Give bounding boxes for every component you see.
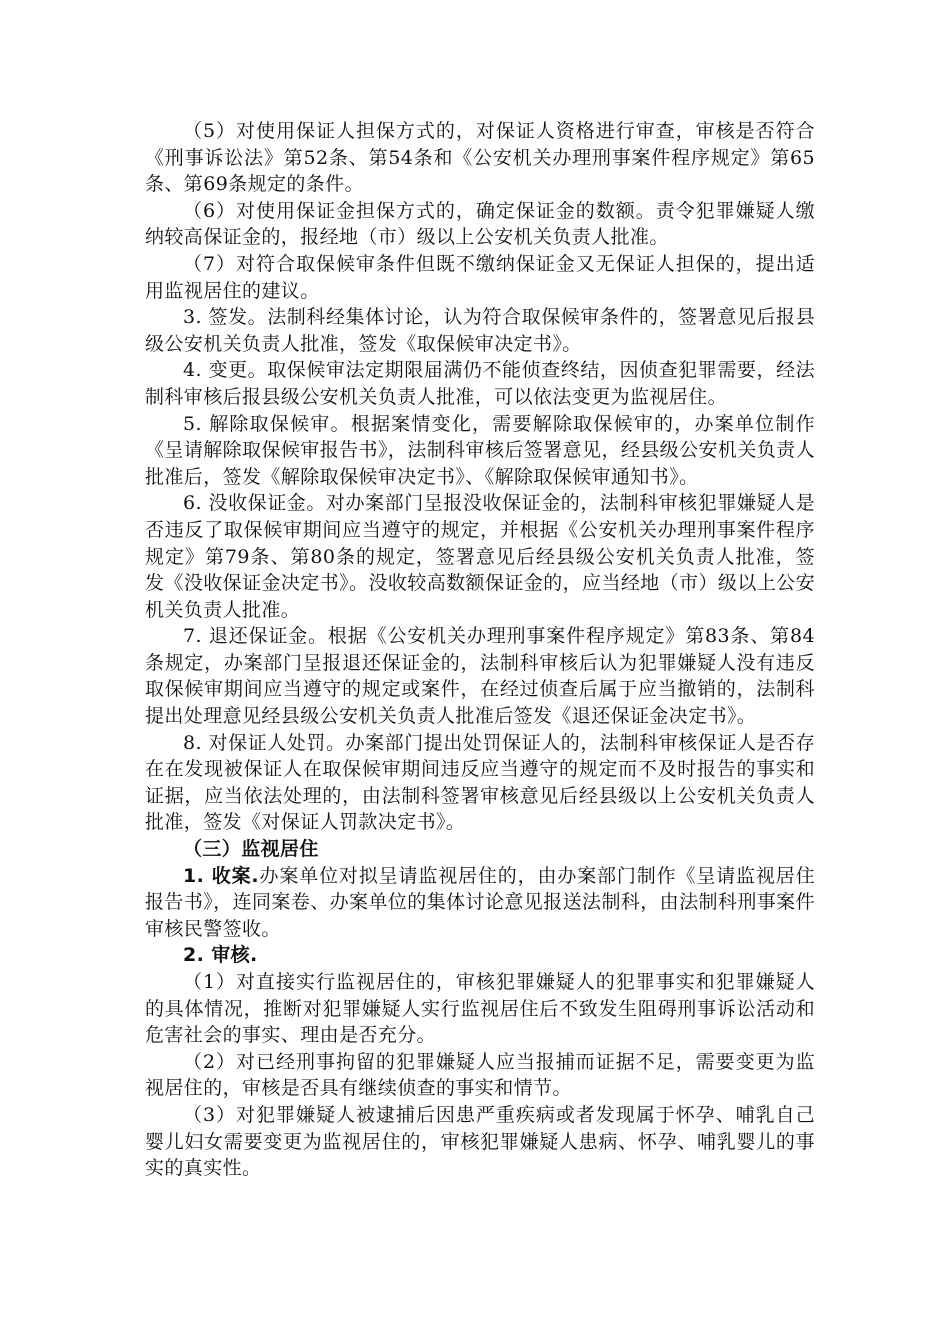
paragraph-lead: 2. 审核.	[183, 944, 258, 967]
paragraph-review-heading	[145, 942, 815, 969]
paragraph-change: 4. 变更。取保候审法定期限届满仍不能侦查终结，因侦查犯罪需要，经法制科审核后报县级公安机关负责人批准，可以依法变更为监视居住。	[145, 359, 815, 408]
document-page	[145, 118, 815, 1182]
paragraph-direct-surveillance: （1）对直接实行监视居住的，审核犯罪嫌疑人的犯罪事实和犯罪嫌疑人的具体情况，推断对犯罪嫌疑人实行监视居住后不致发生阻碍刑事诉讼活动和危害社会的事实、理由是否充分。	[145, 971, 815, 1047]
section-heading: （三）监视居住	[183, 838, 319, 861]
paragraph-lead: 1. 收案.	[183, 864, 260, 887]
paragraph-refund-deposit: 7. 退还保证金。根据《公安机关办理刑事案件程序规定》第83条、第84条规定，办案部门呈报退还保证金的，法制科审核后认为犯罪嫌疑人没有违反取保候审期间应当遵守的规定或案件，在经过侦查后属于应当撤销的，法制科提出处理意见经县级公安机关负责人批准后签发《退还保证金决定书》。	[145, 625, 815, 728]
paragraph-illness-pregnancy: （3）对犯罪嫌疑人被逮捕后因患严重疾病或者发现属于怀孕、哺乳自己婴儿妇女需要变更为监视居住的，审核犯罪嫌疑人患病、怀孕、哺乳婴儿的事实的真实性。	[145, 1103, 815, 1180]
paragraph-guarantor-penalty: 8. 对保证人处罚。办案部门提出处罚保证人的，法制科审核保证人是否存在在发现被保证人在取保候审期间违反应当遵守的规定而不及时报告的事实和证据，应当依法处理的，由法制科签署审核意见后经县级以上公安机关负责人批准，签发《对保证人罚款决定书》。	[145, 731, 815, 834]
paragraph-body: 办案单位对拟呈请监视居住的，由办案部门制作《呈请监视居住报告书》，连同案卷、办案单位的集体讨论意见报送法制科，由法制科刑事案件审核民警签收。	[145, 864, 816, 940]
paragraph-issue: 3. 签发。法制科经集体讨论，认为符合取保候审条件的，签署意见后报县级公安机关负责人批准，签发《取保候审决定书》。	[145, 306, 815, 355]
paragraph-confiscate-deposit: 6. 没收保证金。对办案部门呈报没收保证金的，法制科审核犯罪嫌疑人是否违反了取保候审期间应当遵守的规定，并根据《公安机关办理刑事案件程序规定》第79条、第80条的规定，签署意见后经县级公安机关负责人批准，签发《没收保证金决定书》。没收较高数额保证金的，应当经地（市）级以上公安机关负责人批准。	[145, 492, 815, 621]
paragraph-residential-surveillance-suggestion: （7）对符合取保候审条件但既不缴纳保证金又无保证人担保的，提出适用监视居住的建议。	[145, 252, 815, 302]
paragraph-guarantor-review: （5）对使用保证人担保方式的，对保证人资格进行审查，审核是否符合《刑事诉讼法》第52条、第54条和《公安机关办理刑事案件程序规定》第65条、第69条规定的条件。	[145, 120, 815, 196]
paragraph-bail-amount: （6）对使用保证金担保方式的，确定保证金的数额。责令犯罪嫌疑人缴纳较高保证金的，报经地（市）级以上公安机关负责人批准。	[145, 199, 815, 249]
paragraph-release-bail: 5. 解除取保候审。根据案情变化，需要解除取保候审的，办案单位制作《呈请解除取保候审报告书》，法制科审核后签署意见，经县级公安机关负责人批准后，签发《解除取保候审决定书》、《解除取保候审通知书》。	[145, 412, 815, 488]
paragraph-detained-change: （2）对已经刑事拘留的犯罪嫌疑人应当报捕而证据不足，需要变更为监视居住的，审核是否具有继续侦查的事实和情节。	[145, 1050, 815, 1100]
paragraph-case-intake	[145, 863, 815, 943]
